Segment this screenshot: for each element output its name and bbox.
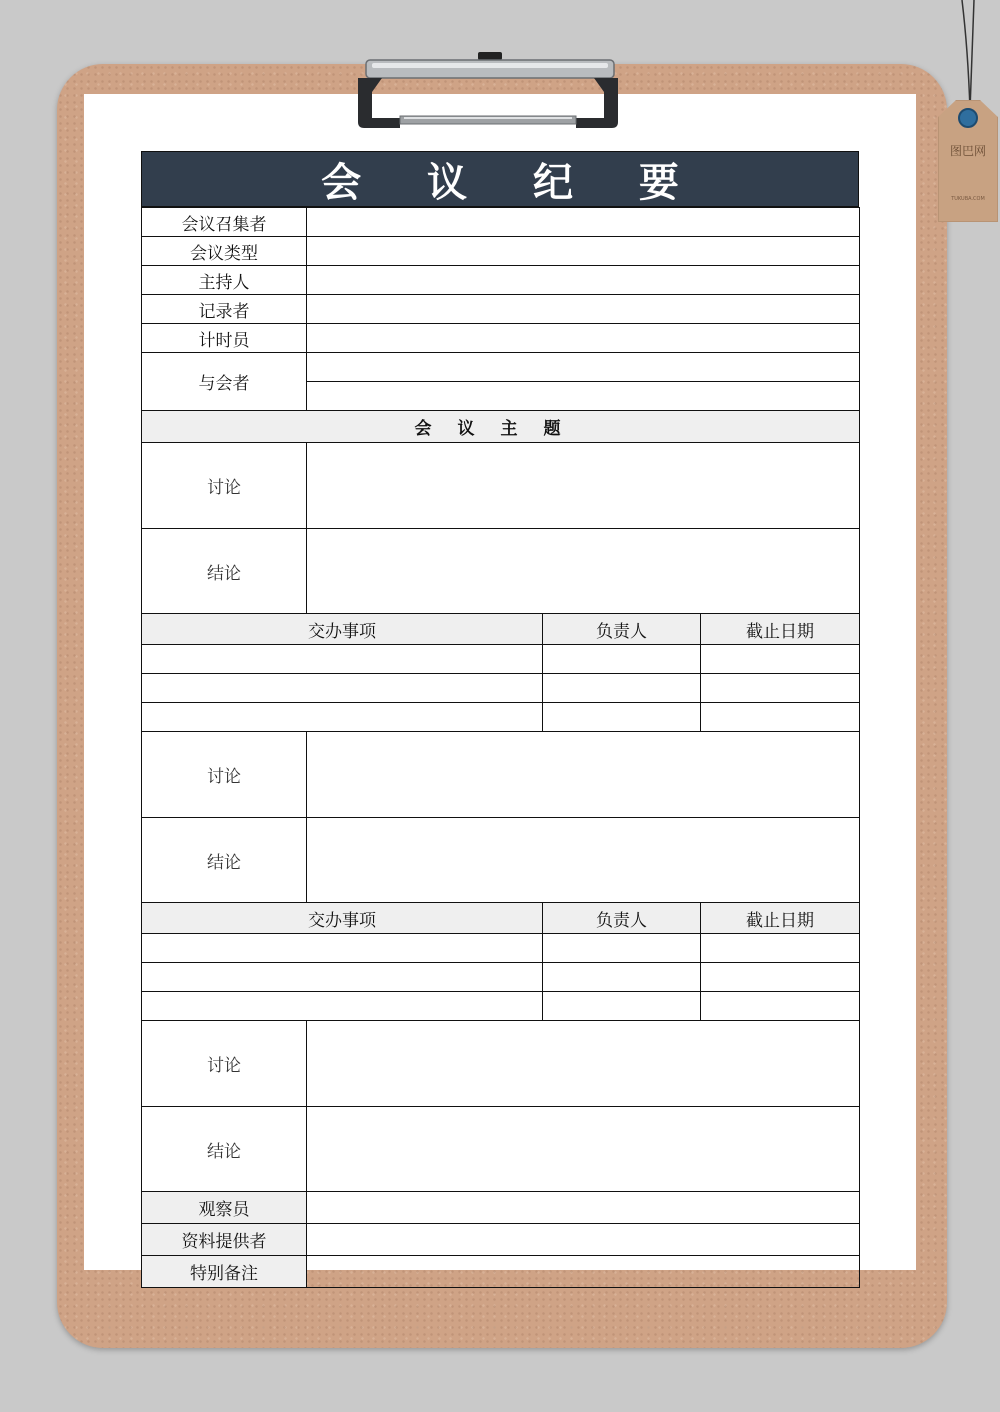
meeting-minutes-form: [141, 151, 859, 1288]
special-notes-row: [142, 1256, 860, 1288]
deadline-cell[interactable]: [701, 645, 860, 674]
form-title: 会 议 纪 要: [141, 151, 859, 207]
owner-cell[interactable]: [543, 963, 701, 992]
material-provider-row: [142, 1224, 860, 1256]
attendees-field-1[interactable]: [307, 353, 860, 382]
table-row: [142, 992, 860, 1021]
task-cell[interactable]: [142, 674, 543, 703]
block2-deadline-header: 截止日期: [701, 903, 860, 934]
recorder-field[interactable]: [307, 295, 860, 324]
meeting-type-field[interactable]: [307, 237, 860, 266]
block2-discussion-row: [142, 732, 860, 818]
special-notes-field[interactable]: [307, 1256, 860, 1288]
material-provider-field[interactable]: [307, 1224, 860, 1256]
table-row: [142, 934, 860, 963]
table-row: [142, 963, 860, 992]
block2-conclusion-label: 结论: [142, 818, 307, 903]
block1-deadline-header: 截止日期: [701, 614, 860, 645]
material-provider-label: 资料提供者: [142, 1224, 307, 1256]
tag-logo: 图巴网: [949, 144, 986, 158]
block1-conclusion-label: 结论: [142, 529, 307, 614]
special-notes-label: 特别备注: [142, 1256, 307, 1288]
host-field[interactable]: [307, 266, 860, 295]
info-row-convener: [142, 208, 860, 237]
recorder-label: 记录者: [142, 295, 307, 324]
info-row-meeting-type: [142, 237, 860, 266]
observer-row: [142, 1192, 860, 1224]
block3-conclusion-field[interactable]: [307, 1107, 860, 1192]
timekeeper-label: 计时员: [142, 324, 307, 353]
block3-discussion-field[interactable]: [307, 1021, 860, 1107]
info-row-timekeeper: [142, 324, 860, 353]
table-row: [142, 674, 860, 703]
task-cell[interactable]: [142, 992, 543, 1021]
owner-cell[interactable]: [543, 645, 701, 674]
deadline-cell[interactable]: [701, 674, 860, 703]
block2-assign-header-row: [142, 903, 860, 934]
tag-string: [960, 0, 980, 110]
clipboard-clip: [352, 52, 624, 130]
deadline-cell[interactable]: [701, 992, 860, 1021]
block1-owner-header: 负责人: [543, 614, 701, 645]
owner-cell[interactable]: [543, 703, 701, 732]
observer-label: 观察员: [142, 1192, 307, 1224]
block3-conclusion-row: [142, 1107, 860, 1192]
block1-discussion-row: [142, 443, 860, 529]
meeting-type-label: 会议类型: [142, 237, 307, 266]
info-table: [141, 207, 860, 1288]
owner-cell[interactable]: [543, 674, 701, 703]
block1-task-header: 交办事项: [142, 614, 543, 645]
attendees-label: 与会者: [142, 353, 307, 411]
block3-discussion-row: [142, 1021, 860, 1107]
block1-conclusion-row: [142, 529, 860, 614]
owner-cell[interactable]: [543, 992, 701, 1021]
owner-cell[interactable]: [543, 934, 701, 963]
attendees-row-1: [142, 353, 860, 382]
block2-discussion-label: 讨论: [142, 732, 307, 818]
timekeeper-field[interactable]: [307, 324, 860, 353]
block3-conclusion-label: 结论: [142, 1107, 307, 1192]
table-row: [142, 645, 860, 674]
form-paper: [84, 94, 916, 1284]
convener-label: 会议召集者: [142, 208, 307, 237]
block1-discussion-field[interactable]: [307, 443, 860, 529]
observer-field[interactable]: [307, 1192, 860, 1224]
deadline-cell[interactable]: [701, 963, 860, 992]
topic-header-row: [142, 411, 860, 443]
task-cell[interactable]: [142, 703, 543, 732]
block1-assign-header-row: [142, 614, 860, 645]
block2-discussion-field[interactable]: [307, 732, 860, 818]
task-cell[interactable]: [142, 934, 543, 963]
block2-conclusion-field[interactable]: [307, 818, 860, 903]
task-cell[interactable]: [142, 645, 543, 674]
info-row-recorder: [142, 295, 860, 324]
block2-owner-header: 负责人: [543, 903, 701, 934]
topic-header: 会议主题: [142, 411, 860, 443]
tag-url: TUKUBA.COM: [951, 196, 985, 202]
task-cell[interactable]: [142, 963, 543, 992]
block2-task-header: 交办事项: [142, 903, 543, 934]
block3-discussion-label: 讨论: [142, 1021, 307, 1107]
convener-field[interactable]: [307, 208, 860, 237]
deadline-cell[interactable]: [701, 703, 860, 732]
block1-discussion-label: 讨论: [142, 443, 307, 529]
table-row: [142, 703, 860, 732]
block2-conclusion-row: [142, 818, 860, 903]
tag-hole: [958, 108, 978, 128]
block1-conclusion-field[interactable]: [307, 529, 860, 614]
host-label: 主持人: [142, 266, 307, 295]
deadline-cell[interactable]: [701, 934, 860, 963]
info-row-host: [142, 266, 860, 295]
attendees-field-2[interactable]: [307, 382, 860, 411]
